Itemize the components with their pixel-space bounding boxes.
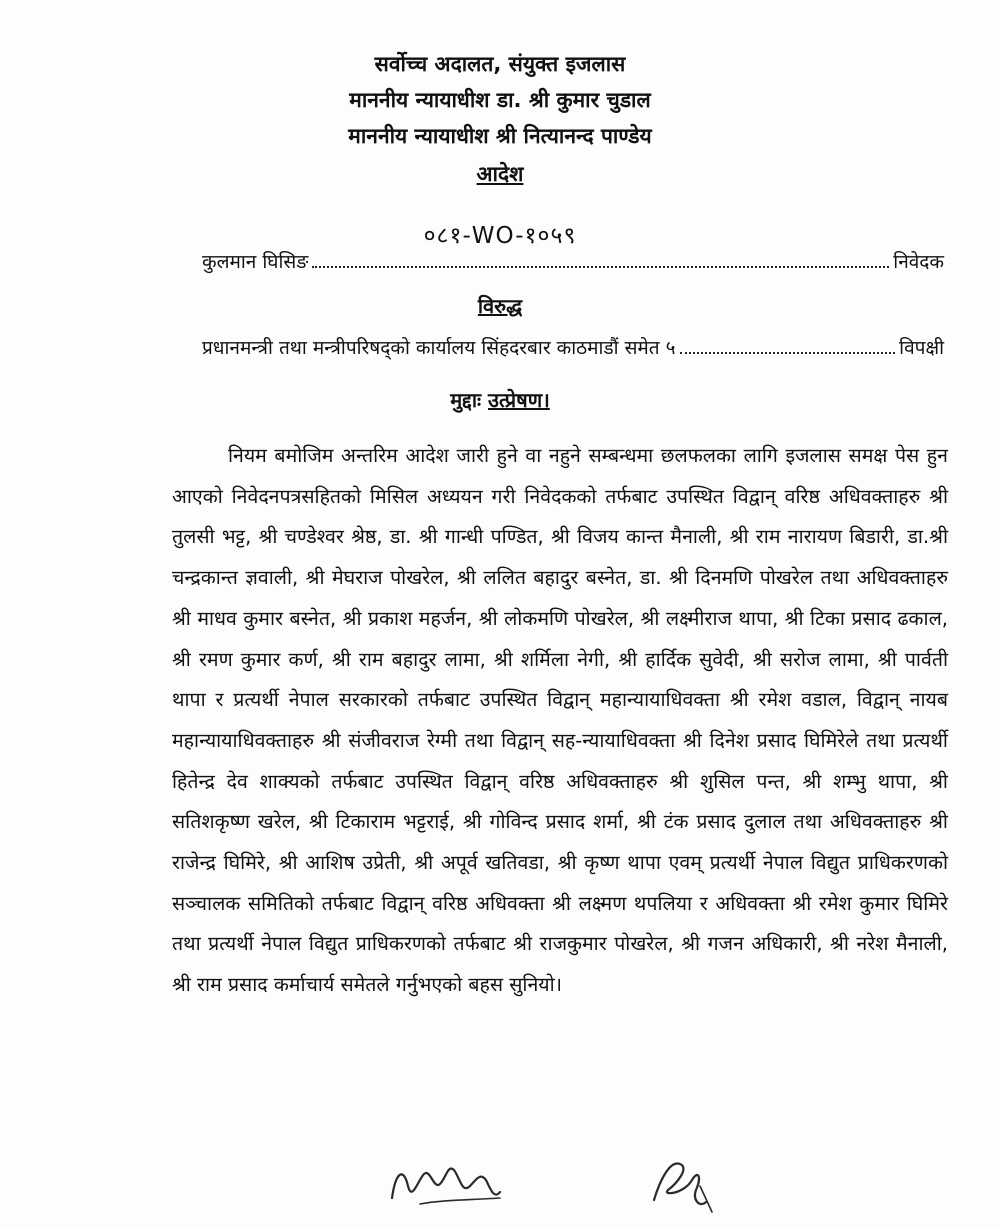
petitioner-role: निवेदक [893, 251, 944, 273]
judge-name-1: माननीय न्यायाधीश डा. श्री कुमार चुडाल [349, 88, 651, 112]
petitioner-row [202, 248, 944, 274]
order-body-paragraph: नियम बमोजिम अन्तरिम आदेश जारी हुने वा नहुने सम्बन्धमा छलफलका लागि इजलास समक्ष पेस हुन आएको निवेदनपत्रसहितको मिसिल अध्ययन गरी निवेदकको तर्फबाट उपस्थित विद्वान् वरिष्ठ अधिवक्ताहरु श्री तुलसी भट्ट, श्री चण्डेश्वर श्रेष्ठ, डा. श्री गान्धी पण्डित, श्री विजय कान्त मैनाली, श्री राम नारायण बिडारी, डा.श्री चन्द्रकान्त ज्ञवाली, श्री मेघराज पोखरेल, श्री ललित बहादुर बस्नेत, डा. श्री दिनमणि पोखरेल तथा अधिवक्ताहरु श्री माधव कुमार बस्नेत, श्री प्रकाश महर्जन, श्री लोकमणि पोखरेल, श्री लक्ष्मीराज थापा, श्री टिका प्रसाद ढकाल, श्री रमण कुमार कर्ण, श्री राम बहादुर लामा, श्री शर्मिला नेगी, श्री हार्दिक सुवेदी, श्री सरोज लामा, श्री पार्वती थापा र प्रत्यर्थी नेपाल सरकारको तर्फबाट उपस्थित विद्वान् महान्यायाधिवक्ता श्री रमेश वडाल, विद्वान् नायब महान्यायाधिवक्ताहरु श्री संजीवराज रेग्मी तथा विद्वान् सह-न्यायाधिवक्ता श्री दिनेश प्रसाद घिमिरेले तथा प्रत्यर्थी हितेन्द्र देव शाक्यको तर्फबाट उपस्थित विद्वान् वरिष्ठ अधिवक्ताहरु श्री शुसिल पन्त, श्री शम्भु थापा, श्री सतिशकृष्ण खरेल, श्री टिकाराम भट्टराई, श्री गोविन्द प्रसाद शर्मा, श्री टंक प्रसाद दुलाल तथा अधिवक्ताहरु श्री राजेन्द्र घिमिरे, श्री आशिष उप्रेती, श्री अपूर्व खतिवडा, श्री कृष्ण थापा एवम् प्रत्यर्थी नेपाल विद्युत प्राधिकरणको सञ्चालक समितिको तर्फबाट विद्वान् वरिष्ठ अधिवक्ता श्री लक्ष्मण थपलिया र अधिवक्ता श्री रमेश कुमार घिमिरे तथा प्रत्यर्थी नेपाल विद्युत प्राधिकरणको तर्फबाट श्री राजकुमार पोखरेल, श्री गजन अधिकारी, श्री नरेश मैनाली, श्री राम प्रसाद कर्माचार्य समेतले गर्नुभएको बहस सुनियो। [172, 444, 948, 997]
signature-1 [392, 1169, 500, 1204]
subject-line [0, 386, 1000, 413]
subject-label: मुद्दाः [450, 388, 482, 412]
petitioner-name: कुलमान घिसिङ [202, 251, 309, 273]
document-type-heading: आदेश [476, 162, 524, 186]
respondent-role: विपक्षी [899, 337, 944, 359]
subject-value: उत्प्रेषण। [488, 388, 550, 412]
case-number: ०८१-WO-१०५९ [423, 223, 577, 249]
respondent-row [202, 334, 944, 360]
versus-label: विरुद्ध [477, 294, 523, 318]
respondent-name: प्रधानमन्त्री तथा मन्त्रीपरिषद्को कार्यालय सिंहदरबार काठमाडौं समेत ५ [202, 337, 676, 359]
court-title: सर्वोच्च अदालत, संयुक्त इजलास [374, 52, 626, 76]
judge-name-2: माननीय न्यायाधीश श्री नित्यानन्द पाण्डेय [348, 124, 652, 148]
dotted-leader [680, 351, 896, 354]
signature-2 [654, 1163, 712, 1212]
dotted-leader [312, 265, 889, 268]
signatures-area [0, 1150, 1000, 1220]
versus-heading [0, 292, 1000, 319]
